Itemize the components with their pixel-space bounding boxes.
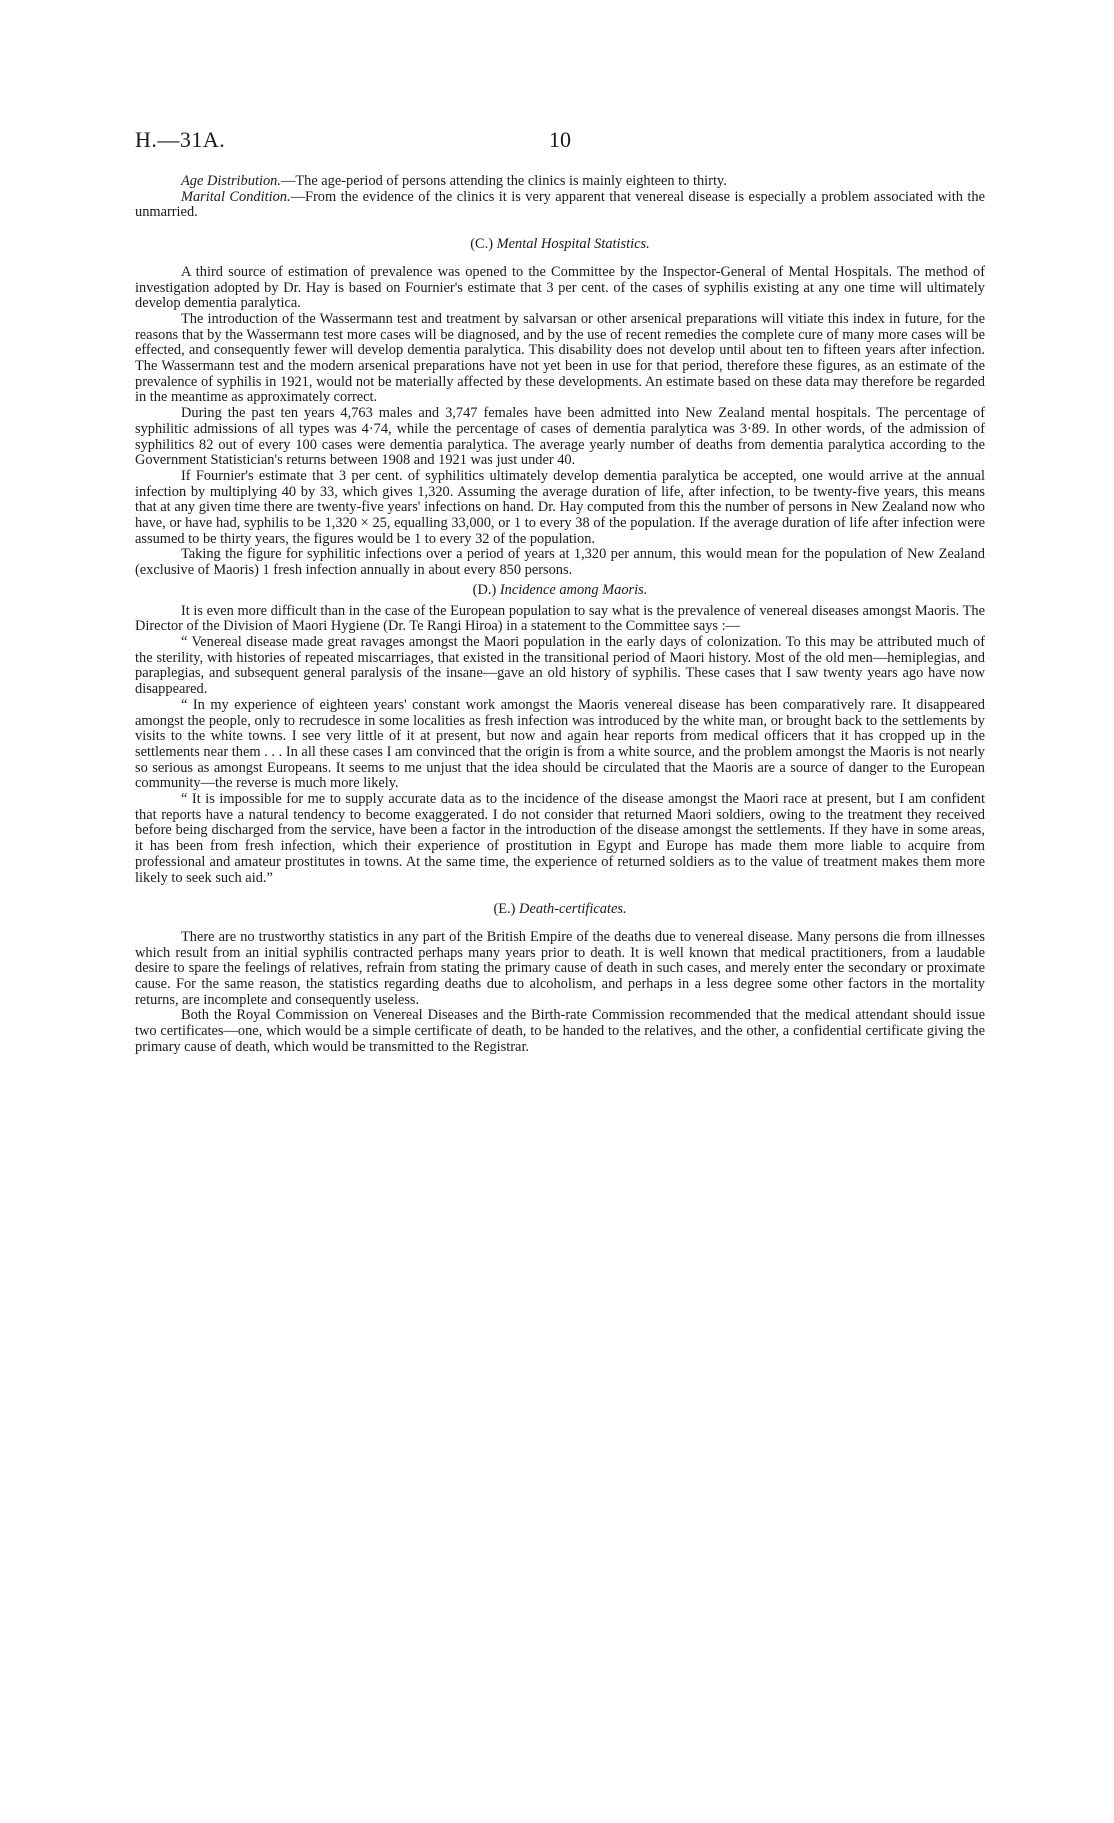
run-in-heading: Marital Condition.	[181, 188, 291, 205]
quote-paragraph: “ Venereal disease made great ravages amongst the Maori population in the early days of colonization. To this may be attributed much of the sterility, with histories of repeated miscarriages, that existed in the transitional period of Maori history. Most of the old men—hemiplegias, and paraplegias, and subsequent general paralysis of the insane—gave an old history of syphilis. These cases that I saw twenty years ago have now disappeared.	[135, 633, 985, 698]
quote-paragraph: “ In my experience of eighteen years' constant work amongst the Maoris venereal disease has been comparatively rare. It disappeared amongst the people, only to recrudesce in some localities as fresh infection was introduced by the white man, or brought back to the settlements by visits to the white towns. I see very little of it at present, but now and again hear reports from medical officers that it has cropped up in the settlements near them . . . In all these cases I am convinced that the origin is from a white source, and the problem amongst the Maoris is not nearly so serious as amongst Europeans. It seems to me unjust that the idea should be circulated that the Maoris are a source of danger to the European community—the reverse is much more likely.	[135, 696, 985, 792]
paragraph-text: —From the evidence of the clinics it is very apparent that venereal disease is especially a problem associated with the unmarried.	[135, 188, 986, 221]
section-heading-d	[135, 583, 985, 599]
section-heading-e	[135, 902, 985, 918]
paragraph: Taking the figure for syphilitic infections over a period of years at 1,320 per annum, this would mean for the population of New Zealand (exclusive of Maoris) 1 fresh infection annually in about every 850 persons.	[135, 546, 985, 579]
paragraph: There are no trustworthy statistics in any part of the British Empire of the deaths due to venereal disease. Many persons die from illnesses which result from an initial syphilis contracted perhaps many years prior to death. It is well known that medical practitioners, from a laudable desire to spare the feelings of relatives, refrain from stating the primary cause of death in such cases, and merely enter the secondary or proximate cause. For the same reason, the statistics regarding deaths due to alcoholism, and perhaps in a less degree some other factors in the mortality returns, are incomplete and consequently useless.	[135, 928, 985, 1008]
paragraph-age-distribution	[135, 174, 985, 190]
section-heading-c	[135, 237, 985, 253]
paragraph-text: —The age-period of persons attending the clinics is mainly eighteen to thirty.	[280, 173, 727, 189]
section-letter: (E.)	[493, 901, 516, 918]
document-body	[135, 174, 985, 1056]
quote-paragraph: “ It is impossible for me to supply accurate data as to the incidence of the disease amongst the Maori race at present, but I am confident that reports have a natural tendency to become exaggerated. I do not consider that returned Maori soldiers, owing to the treatment they received before being discharged from the service, have been a factor in the introduction of the disease amongst the settlements. If they have in some areas, it has been from fresh infection, which their experience of prostitution in Egypt and Europe has made them more liable to acquire from professional and amateur prostitutes in towns. At the same time, the experience of returned soldiers as to the value of treatment makes them more likely to seek such aid.”	[135, 791, 985, 886]
paragraph-marital-condition	[135, 190, 985, 221]
paragraph: Both the Royal Commission on Venereal Diseases and the Birth-rate Commission recommended that the medical attendant should issue two certificates—one, which would be a simple certificate of death, to be handed to the relatives, and the other, a confidential certificate giving the primary cause of death, which would be transmitted to the Registrar.	[135, 1007, 985, 1055]
page-number: 10	[549, 127, 571, 152]
section-letter: (C.)	[470, 236, 494, 253]
paragraph: A third source of estimation of prevalence was opened to the Committee by the Inspector-General of Mental Hospitals. The method of investigation adopted by Dr. Hay is based on Fournier's estimate that 3 per cent. of the cases of syphilis existing at any one time will ultimately develop dementia paralytica.	[135, 263, 985, 312]
paragraph: During the past ten years 4,763 males and 3,747 females have been admitted into New Zealand mental hospitals. The percentage of syphilitic admissions of all types was 4·74, while the percentage of cases of dementia paralytica was 3·89. In other words, of the admission of syphilitics 82 out of every 100 cases were dementia paralytica. The average yearly number of deaths from dementia paralytica according to the Government Statistician's returns between 1908 and 1921 was just under 40.	[135, 405, 985, 469]
paragraph: It is even more difficult than in the case of the European population to say what is the prevalence of venereal diseases amongst Maoris. The Director of the Division of Maori Hygiene (Dr. Te Rangi Hiroa) in a statement to the Committee says :—	[135, 602, 985, 635]
section-letter: (D.)	[472, 581, 497, 598]
section-title: Death-certificates.	[519, 901, 627, 918]
paragraph: The introduction of the Wassermann test and treatment by salvarsan or other arsenical preparations will vitiate this index in future, for the reasons that by the Wassermann test more cases will be diagnosed, and by the use of recent remedies the complete cure of many more cases will be effected, and consequently fewer will develop dementia paralytica. This disability does not develop until about ten to fifteen years after infection. The Wassermann test and the modern arsenical preparations have not yet been in use for that period, therefore these figures, as an estimate of the prevalence of syphilis in 1921, would not be materially affected by these developments. An estimate based on these data may therefore be regarded in the meantime as approximately correct.	[135, 310, 985, 406]
paragraph: If Fournier's estimate that 3 per cent. of syphilitics ultimately develop dementia paralytica be accepted, one would arrive at the annual infection by multiplying 40 by 33, which gives 1,320. Assuming the average duration of life, after infection, to be twenty-five years, this means that at any given time there are twenty-five years' infections on hand. Dr. Hay computed from this the number of persons in New Zealand now who have, or have had, syphilis to be 1,320 × 25, equalling 33,000, or 1 to every 38 of the population. If the average duration of life after infection were assumed to be thirty years, the figures would be 1 to every 32 of the population.	[135, 467, 985, 547]
run-in-heading: Age Distribution.	[181, 173, 281, 189]
section-title: Mental Hospital Statistics.	[496, 236, 650, 253]
section-title: Incidence among Maoris.	[499, 581, 648, 598]
document-code: H.—31A.	[135, 127, 226, 152]
